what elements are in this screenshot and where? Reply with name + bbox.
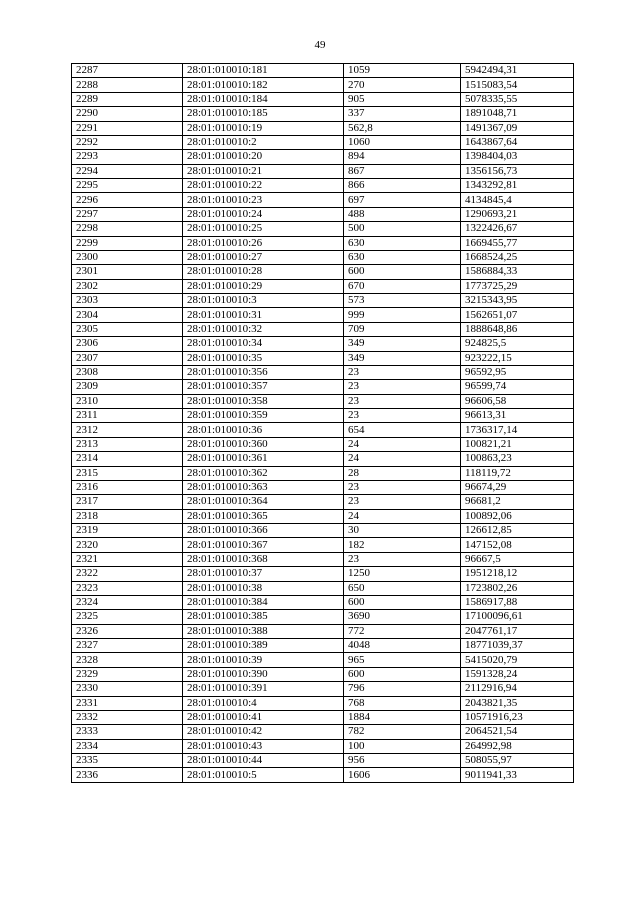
cadastral-value-cell: 1290693,21 bbox=[461, 207, 574, 221]
row-number-cell: 2322 bbox=[72, 567, 183, 581]
cadastral-value-cell: 100892,06 bbox=[461, 509, 574, 523]
cadastral-number-cell: 28:01:010010:385 bbox=[183, 610, 344, 624]
cadastral-value-cell: 1668524,25 bbox=[461, 250, 574, 264]
row-number-cell: 2291 bbox=[72, 121, 183, 135]
row-number-cell: 2336 bbox=[72, 768, 183, 782]
area-cell: 600 bbox=[344, 595, 461, 609]
cadastral-number-cell: 28:01:010010:28 bbox=[183, 265, 344, 279]
cadastral-number-cell: 28:01:010010:5 bbox=[183, 768, 344, 782]
row-number-cell: 2309 bbox=[72, 380, 183, 394]
area-cell: 23 bbox=[344, 495, 461, 509]
cadastral-number-cell: 28:01:010010:184 bbox=[183, 92, 344, 106]
table-row bbox=[72, 279, 574, 293]
cadastral-number-cell: 28:01:010010:390 bbox=[183, 667, 344, 681]
area-cell: 24 bbox=[344, 437, 461, 451]
row-number-cell: 2320 bbox=[72, 538, 183, 552]
row-number-cell: 2330 bbox=[72, 682, 183, 696]
cadastral-number-cell: 28:01:010010:361 bbox=[183, 452, 344, 466]
cadastral-value-cell: 2064521,54 bbox=[461, 725, 574, 739]
table-row bbox=[72, 351, 574, 365]
table-row bbox=[72, 107, 574, 121]
area-cell: 4048 bbox=[344, 639, 461, 653]
area-cell: 24 bbox=[344, 509, 461, 523]
row-number-cell: 2313 bbox=[72, 437, 183, 451]
table-row bbox=[72, 624, 574, 638]
row-number-cell: 2327 bbox=[72, 639, 183, 653]
cadastral-number-cell: 28:01:010010:3 bbox=[183, 294, 344, 308]
area-cell: 1059 bbox=[344, 64, 461, 78]
table-row bbox=[72, 524, 574, 538]
row-number-cell: 2289 bbox=[72, 92, 183, 106]
cadastral-value-cell: 1736317,14 bbox=[461, 423, 574, 437]
area-cell: 3690 bbox=[344, 610, 461, 624]
cadastral-number-cell: 28:01:010010:42 bbox=[183, 725, 344, 739]
area-cell: 772 bbox=[344, 624, 461, 638]
cadastral-value-cell: 5942494,31 bbox=[461, 64, 574, 78]
cadastral-value-cell: 1356156,73 bbox=[461, 164, 574, 178]
table-row bbox=[72, 682, 574, 696]
row-number-cell: 2287 bbox=[72, 64, 183, 78]
cadastral-value-cell: 96681,2 bbox=[461, 495, 574, 509]
row-number-cell: 2326 bbox=[72, 624, 183, 638]
cadastral-number-cell: 28:01:010010:26 bbox=[183, 236, 344, 250]
cadastral-value-cell: 924825,5 bbox=[461, 337, 574, 351]
table-row bbox=[72, 294, 574, 308]
row-number-cell: 2316 bbox=[72, 480, 183, 494]
table-row bbox=[72, 92, 574, 106]
table-row bbox=[72, 222, 574, 236]
cadastral-value-cell: 1562651,07 bbox=[461, 308, 574, 322]
cadastral-value-cell: 17100096,61 bbox=[461, 610, 574, 624]
cadastral-number-cell: 28:01:010010:27 bbox=[183, 250, 344, 264]
table-row bbox=[72, 409, 574, 423]
table-row bbox=[72, 207, 574, 221]
cadastral-value-cell: 5078335,55 bbox=[461, 92, 574, 106]
table-row bbox=[72, 754, 574, 768]
area-cell: 600 bbox=[344, 265, 461, 279]
cadastral-number-cell: 28:01:010010:360 bbox=[183, 437, 344, 451]
cadastral-number-cell: 28:01:010010:43 bbox=[183, 739, 344, 753]
table-row bbox=[72, 452, 574, 466]
cadastral-number-cell: 28:01:010010:4 bbox=[183, 696, 344, 710]
table-row bbox=[72, 538, 574, 552]
row-number-cell: 2324 bbox=[72, 595, 183, 609]
cadastral-value-cell: 2047761,17 bbox=[461, 624, 574, 638]
table-row bbox=[72, 768, 574, 782]
cadastral-number-cell: 28:01:010010:31 bbox=[183, 308, 344, 322]
table-row bbox=[72, 337, 574, 351]
table-row bbox=[72, 193, 574, 207]
area-cell: 956 bbox=[344, 754, 461, 768]
area-cell: 573 bbox=[344, 294, 461, 308]
cadastral-value-cell: 1586884,33 bbox=[461, 265, 574, 279]
cadastral-value-cell: 1773725,29 bbox=[461, 279, 574, 293]
cadastral-value-cell: 508055,97 bbox=[461, 754, 574, 768]
area-cell: 500 bbox=[344, 222, 461, 236]
table-row bbox=[72, 495, 574, 509]
cadastral-number-cell: 28:01:010010:367 bbox=[183, 538, 344, 552]
cadastral-number-cell: 28:01:010010:22 bbox=[183, 179, 344, 193]
cadastral-number-cell: 28:01:010010:41 bbox=[183, 710, 344, 724]
cadastral-number-cell: 28:01:010010:35 bbox=[183, 351, 344, 365]
cadastral-number-cell: 28:01:010010:362 bbox=[183, 466, 344, 480]
area-cell: 23 bbox=[344, 480, 461, 494]
area-cell: 349 bbox=[344, 337, 461, 351]
cadastral-number-cell: 28:01:010010:182 bbox=[183, 78, 344, 92]
table-row bbox=[72, 667, 574, 681]
cadastral-value-cell: 1888648,86 bbox=[461, 322, 574, 336]
cadastral-value-cell: 2043821,35 bbox=[461, 696, 574, 710]
table-row bbox=[72, 64, 574, 78]
area-cell: 337 bbox=[344, 107, 461, 121]
table-row bbox=[72, 265, 574, 279]
row-number-cell: 2329 bbox=[72, 667, 183, 681]
cadastral-number-cell: 28:01:010010:20 bbox=[183, 150, 344, 164]
cadastral-number-cell: 28:01:010010:365 bbox=[183, 509, 344, 523]
row-number-cell: 2305 bbox=[72, 322, 183, 336]
row-number-cell: 2290 bbox=[72, 107, 183, 121]
area-cell: 999 bbox=[344, 308, 461, 322]
row-number-cell: 2325 bbox=[72, 610, 183, 624]
cadastral-value-cell: 923222,15 bbox=[461, 351, 574, 365]
cadastral-value-cell: 1643867,64 bbox=[461, 135, 574, 149]
cadastral-value-cell: 96667,5 bbox=[461, 552, 574, 566]
cadastral-table bbox=[71, 63, 574, 783]
cadastral-number-cell: 28:01:010010:2 bbox=[183, 135, 344, 149]
area-cell: 23 bbox=[344, 552, 461, 566]
area-cell: 654 bbox=[344, 423, 461, 437]
table-row bbox=[72, 423, 574, 437]
cadastral-value-cell: 1515083,54 bbox=[461, 78, 574, 92]
cadastral-value-cell: 1491367,09 bbox=[461, 121, 574, 135]
cadastral-number-cell: 28:01:010010:29 bbox=[183, 279, 344, 293]
area-cell: 28 bbox=[344, 466, 461, 480]
row-number-cell: 2334 bbox=[72, 739, 183, 753]
area-cell: 1060 bbox=[344, 135, 461, 149]
cadastral-number-cell: 28:01:010010:21 bbox=[183, 164, 344, 178]
area-cell: 630 bbox=[344, 250, 461, 264]
cadastral-value-cell: 96613,31 bbox=[461, 409, 574, 423]
row-number-cell: 2297 bbox=[72, 207, 183, 221]
table-row bbox=[72, 78, 574, 92]
table-row bbox=[72, 581, 574, 595]
cadastral-value-cell: 147152,08 bbox=[461, 538, 574, 552]
table-row bbox=[72, 308, 574, 322]
area-cell: 905 bbox=[344, 92, 461, 106]
cadastral-value-cell: 1669455,77 bbox=[461, 236, 574, 250]
cadastral-value-cell: 1891048,71 bbox=[461, 107, 574, 121]
table-row bbox=[72, 739, 574, 753]
row-number-cell: 2315 bbox=[72, 466, 183, 480]
table-row bbox=[72, 380, 574, 394]
area-cell: 650 bbox=[344, 581, 461, 595]
area-cell: 23 bbox=[344, 409, 461, 423]
row-number-cell: 2308 bbox=[72, 365, 183, 379]
cadastral-value-cell: 10571916,23 bbox=[461, 710, 574, 724]
area-cell: 867 bbox=[344, 164, 461, 178]
row-number-cell: 2306 bbox=[72, 337, 183, 351]
row-number-cell: 2302 bbox=[72, 279, 183, 293]
row-number-cell: 2295 bbox=[72, 179, 183, 193]
area-cell: 670 bbox=[344, 279, 461, 293]
row-number-cell: 2288 bbox=[72, 78, 183, 92]
row-number-cell: 2310 bbox=[72, 394, 183, 408]
cadastral-number-cell: 28:01:010010:34 bbox=[183, 337, 344, 351]
cadastral-number-cell: 28:01:010010:24 bbox=[183, 207, 344, 221]
area-cell: 600 bbox=[344, 667, 461, 681]
cadastral-number-cell: 28:01:010010:44 bbox=[183, 754, 344, 768]
table-row bbox=[72, 567, 574, 581]
row-number-cell: 2292 bbox=[72, 135, 183, 149]
area-cell: 894 bbox=[344, 150, 461, 164]
table-row bbox=[72, 552, 574, 566]
cadastral-value-cell: 264992,98 bbox=[461, 739, 574, 753]
cadastral-number-cell: 28:01:010010:391 bbox=[183, 682, 344, 696]
table-row bbox=[72, 610, 574, 624]
cadastral-number-cell: 28:01:010010:25 bbox=[183, 222, 344, 236]
area-cell: 562,8 bbox=[344, 121, 461, 135]
row-number-cell: 2318 bbox=[72, 509, 183, 523]
table-row bbox=[72, 150, 574, 164]
table-row bbox=[72, 365, 574, 379]
area-cell: 23 bbox=[344, 380, 461, 394]
cadastral-value-cell: 9011941,33 bbox=[461, 768, 574, 782]
row-number-cell: 2296 bbox=[72, 193, 183, 207]
table-row bbox=[72, 135, 574, 149]
cadastral-value-cell: 118119,72 bbox=[461, 466, 574, 480]
cadastral-number-cell: 28:01:010010:37 bbox=[183, 567, 344, 581]
area-cell: 1884 bbox=[344, 710, 461, 724]
table-row bbox=[72, 394, 574, 408]
table-row bbox=[72, 179, 574, 193]
area-cell: 782 bbox=[344, 725, 461, 739]
cadastral-number-cell: 28:01:010010:23 bbox=[183, 193, 344, 207]
area-cell: 630 bbox=[344, 236, 461, 250]
table-row bbox=[72, 509, 574, 523]
cadastral-value-cell: 96599,74 bbox=[461, 380, 574, 394]
area-cell: 709 bbox=[344, 322, 461, 336]
table-row bbox=[72, 725, 574, 739]
cadastral-value-cell: 3215343,95 bbox=[461, 294, 574, 308]
cadastral-number-cell: 28:01:010010:39 bbox=[183, 653, 344, 667]
row-number-cell: 2307 bbox=[72, 351, 183, 365]
cadastral-value-cell: 96674,29 bbox=[461, 480, 574, 494]
cadastral-value-cell: 96592,95 bbox=[461, 365, 574, 379]
table-row bbox=[72, 595, 574, 609]
cadastral-value-cell: 5415020,79 bbox=[461, 653, 574, 667]
cadastral-value-cell: 1322426,67 bbox=[461, 222, 574, 236]
area-cell: 182 bbox=[344, 538, 461, 552]
row-number-cell: 2321 bbox=[72, 552, 183, 566]
row-number-cell: 2300 bbox=[72, 250, 183, 264]
table-row bbox=[72, 480, 574, 494]
row-number-cell: 2303 bbox=[72, 294, 183, 308]
cadastral-value-cell: 100821,21 bbox=[461, 437, 574, 451]
area-cell: 1250 bbox=[344, 567, 461, 581]
table-row bbox=[72, 710, 574, 724]
table-body bbox=[72, 64, 574, 783]
row-number-cell: 2335 bbox=[72, 754, 183, 768]
row-number-cell: 2293 bbox=[72, 150, 183, 164]
cadastral-number-cell: 28:01:010010:36 bbox=[183, 423, 344, 437]
row-number-cell: 2328 bbox=[72, 653, 183, 667]
row-number-cell: 2314 bbox=[72, 452, 183, 466]
cadastral-value-cell: 1951218,12 bbox=[461, 567, 574, 581]
cadastral-number-cell: 28:01:010010:363 bbox=[183, 480, 344, 494]
table-row bbox=[72, 164, 574, 178]
cadastral-value-cell: 1398404,03 bbox=[461, 150, 574, 164]
row-number-cell: 2312 bbox=[72, 423, 183, 437]
table-row bbox=[72, 653, 574, 667]
cadastral-number-cell: 28:01:010010:357 bbox=[183, 380, 344, 394]
cadastral-number-cell: 28:01:010010:38 bbox=[183, 581, 344, 595]
page-number: 49 bbox=[314, 39, 326, 51]
row-number-cell: 2331 bbox=[72, 696, 183, 710]
cadastral-number-cell: 28:01:010010:181 bbox=[183, 64, 344, 78]
row-number-cell: 2311 bbox=[72, 409, 183, 423]
row-number-cell: 2317 bbox=[72, 495, 183, 509]
row-number-cell: 2323 bbox=[72, 581, 183, 595]
area-cell: 24 bbox=[344, 452, 461, 466]
area-cell: 697 bbox=[344, 193, 461, 207]
cadastral-value-cell: 1586917,88 bbox=[461, 595, 574, 609]
area-cell: 965 bbox=[344, 653, 461, 667]
table-row bbox=[72, 466, 574, 480]
cadastral-value-cell: 1343292,81 bbox=[461, 179, 574, 193]
table-row bbox=[72, 322, 574, 336]
table-row bbox=[72, 236, 574, 250]
area-cell: 30 bbox=[344, 524, 461, 538]
table-row bbox=[72, 696, 574, 710]
cadastral-number-cell: 28:01:010010:388 bbox=[183, 624, 344, 638]
cadastral-value-cell: 1591328,24 bbox=[461, 667, 574, 681]
area-cell: 270 bbox=[344, 78, 461, 92]
cadastral-value-cell: 4134845,4 bbox=[461, 193, 574, 207]
cadastral-number-cell: 28:01:010010:384 bbox=[183, 595, 344, 609]
cadastral-number-cell: 28:01:010010:389 bbox=[183, 639, 344, 653]
cadastral-number-cell: 28:01:010010:19 bbox=[183, 121, 344, 135]
cadastral-number-cell: 28:01:010010:185 bbox=[183, 107, 344, 121]
row-number-cell: 2299 bbox=[72, 236, 183, 250]
area-cell: 768 bbox=[344, 696, 461, 710]
cadastral-value-cell: 18771039,37 bbox=[461, 639, 574, 653]
table-row bbox=[72, 639, 574, 653]
area-cell: 1606 bbox=[344, 768, 461, 782]
cadastral-value-cell: 126612,85 bbox=[461, 524, 574, 538]
row-number-cell: 2333 bbox=[72, 725, 183, 739]
table-row bbox=[72, 437, 574, 451]
table-row bbox=[72, 121, 574, 135]
cadastral-number-cell: 28:01:010010:358 bbox=[183, 394, 344, 408]
area-cell: 866 bbox=[344, 179, 461, 193]
cadastral-number-cell: 28:01:010010:368 bbox=[183, 552, 344, 566]
row-number-cell: 2301 bbox=[72, 265, 183, 279]
row-number-cell: 2298 bbox=[72, 222, 183, 236]
area-cell: 23 bbox=[344, 394, 461, 408]
area-cell: 349 bbox=[344, 351, 461, 365]
cadastral-number-cell: 28:01:010010:356 bbox=[183, 365, 344, 379]
row-number-cell: 2332 bbox=[72, 710, 183, 724]
area-cell: 796 bbox=[344, 682, 461, 696]
row-number-cell: 2319 bbox=[72, 524, 183, 538]
cadastral-value-cell: 2112916,94 bbox=[461, 682, 574, 696]
cadastral-value-cell: 100863,23 bbox=[461, 452, 574, 466]
cadastral-value-cell: 1723802,26 bbox=[461, 581, 574, 595]
table-row bbox=[72, 250, 574, 264]
area-cell: 488 bbox=[344, 207, 461, 221]
cadastral-number-cell: 28:01:010010:32 bbox=[183, 322, 344, 336]
cadastral-number-cell: 28:01:010010:366 bbox=[183, 524, 344, 538]
cadastral-number-cell: 28:01:010010:364 bbox=[183, 495, 344, 509]
cadastral-number-cell: 28:01:010010:359 bbox=[183, 409, 344, 423]
row-number-cell: 2294 bbox=[72, 164, 183, 178]
row-number-cell: 2304 bbox=[72, 308, 183, 322]
area-cell: 23 bbox=[344, 365, 461, 379]
cadastral-value-cell: 96606,58 bbox=[461, 394, 574, 408]
area-cell: 100 bbox=[344, 739, 461, 753]
